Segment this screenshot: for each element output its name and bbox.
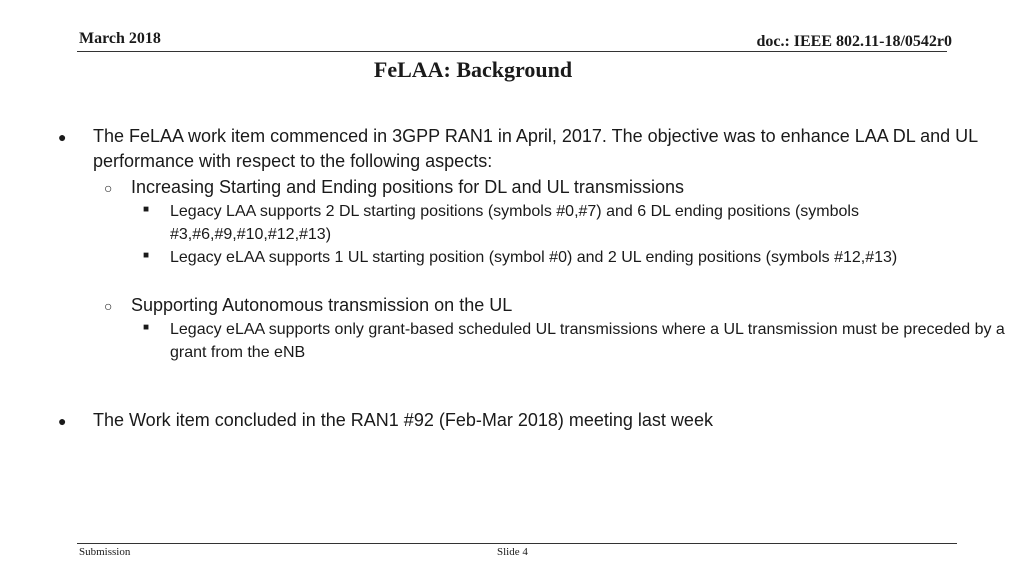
bullet-dot-icon: ● (58, 413, 67, 429)
footer-submission: Submission (79, 546, 131, 558)
bullet-square-icon: ■ (143, 250, 150, 261)
bullet-item-1-2-1: Legacy eLAA supports only grant-based scheduled UL transmissions where a UL transmission must be preceded by a grant from the eNB (170, 321, 1005, 361)
header-date: March 2018 (79, 30, 161, 47)
bullet-item-2: The Work item concluded in the RAN1 #92 (Feb-Mar 2018) meeting last week (93, 410, 713, 430)
bullet-item-1-1-1: Legacy LAA supports 2 DL starting positions (symbols #0,#7) and 6 DL ending positions (symbols #3,#6,#9,#10,#12,#13) (170, 203, 859, 243)
bullet-dot-icon: ● (58, 129, 67, 145)
slide-title: FeLAA: Background (373, 57, 573, 82)
bullet-item-1-1: Increasing Starting and Ending positions for DL and UL transmissions (131, 177, 684, 197)
bullet-item-1-1-2: Legacy eLAA supports 1 UL starting position (symbol #0) and 2 UL ending positions (symbols #12,#13) (170, 249, 898, 266)
footer-divider (77, 543, 957, 544)
footer-slide-number: Slide 4 (497, 546, 528, 558)
header-doc-id: doc.: IEEE 802.11-18/0542r0 (756, 33, 952, 50)
bullet-square-icon: ■ (143, 322, 150, 333)
bullet-circle-icon: ○ (104, 298, 113, 314)
bullet-circle-icon: ○ (104, 180, 113, 196)
bullet-item-1: The FeLAA work item commenced in 3GPP RAN1 in April, 2017. The objective was to enhance LAA DL and UL performance with respect to the following aspects: (93, 126, 978, 171)
bullet-square-icon: ■ (143, 204, 150, 215)
header-divider (77, 51, 947, 52)
bullet-item-1-2: Supporting Autonomous transmission on the UL (131, 295, 513, 315)
